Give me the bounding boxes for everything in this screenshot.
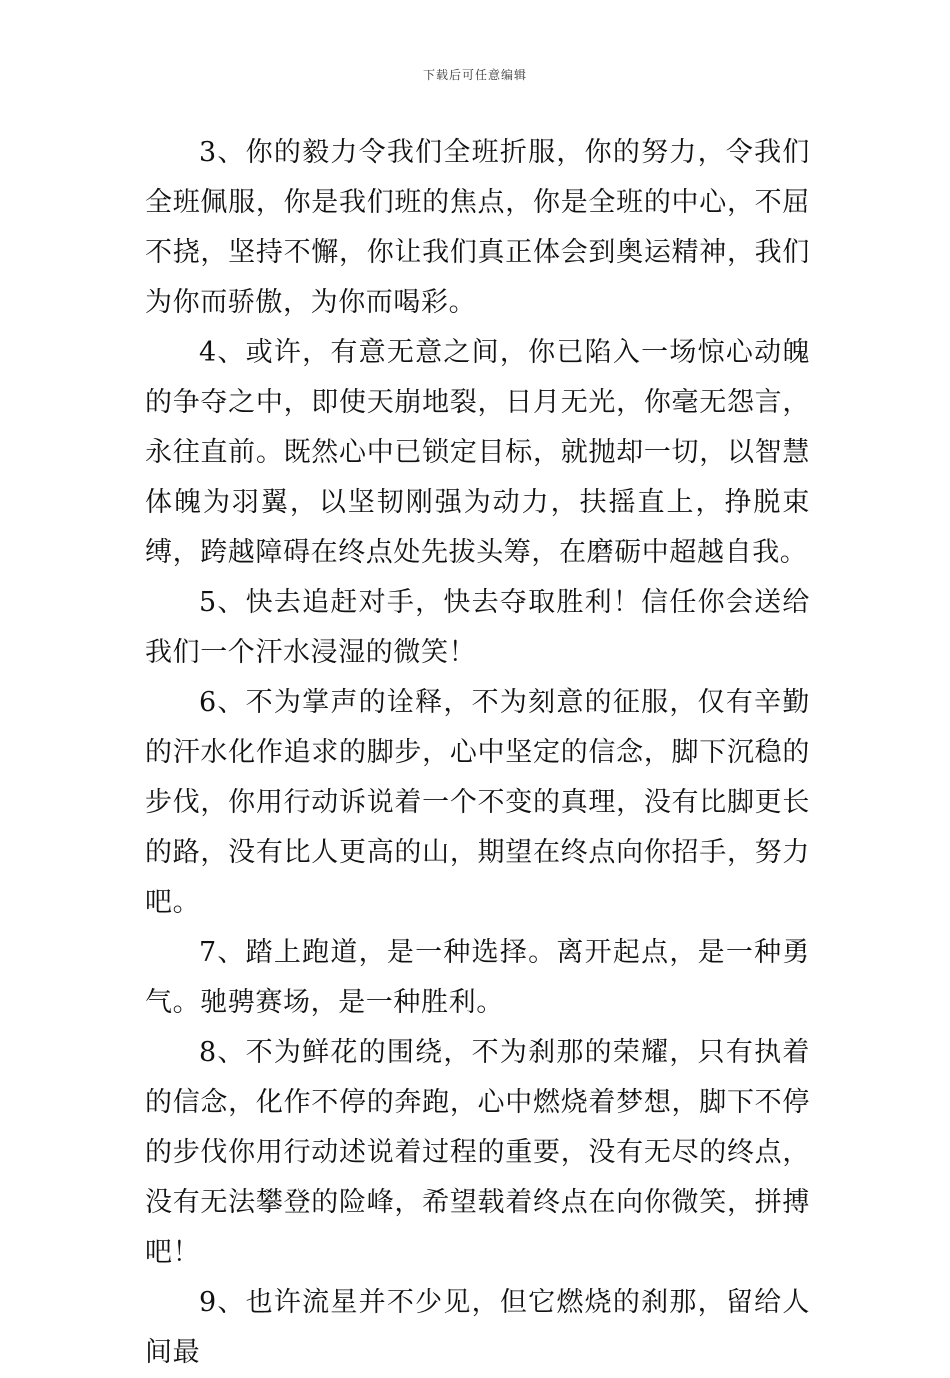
paragraph-6: 6、不为掌声的诠释，不为刻意的征服，仅有辛勤的汗水化作追求的脚步，心中坚定的信念，脚下沉稳的步伐，你用行动诉说着一个不变的真理，没有比脚更长的路，没有比人更高的山，期望在终点向你招手，努力吧。 — [145, 687, 810, 918]
document-body — [145, 128, 810, 1378]
paragraph-9: 9、也许流星并不少见，但它燃烧的刹那，留给人间最 — [145, 1287, 810, 1368]
paragraph-5: 5、快去追赶对手，快去夺取胜利！信任你会送给我们一个汗水浸湿的微笑！ — [145, 587, 810, 668]
paragraph-3: 3、你的毅力令我们全班折服，你的努力，令我们全班佩服，你是我们班的焦点，你是全班的中心，不屈不挠，坚持不懈，你让我们真正体会到奥运精神，我们为你而骄傲，为你而喝彩。 — [145, 137, 810, 318]
page-header: 下载后可任意编辑 — [422, 68, 527, 82]
paragraph-8: 8、不为鲜花的围绕，不为刹那的荣耀，只有执着的信念，化作不停的奔跑，心中燃烧着梦想，脚下不停的步伐你用行动述说着过程的重要，没有无尽的终点，没有无法攀登的险峰，希望载着终点在向你微笑，拼搏吧！ — [145, 1037, 810, 1268]
paragraph-7: 7、踏上跑道，是一种选择。离开起点，是一种勇气。驰骋赛场，是一种胜利。 — [145, 937, 810, 1018]
paragraph-4: 4、或许，有意无意之间，你已陷入一场惊心动魄的争夺之中，即使天崩地裂，日月无光，你毫无怨言，永往直前。既然心中已锁定目标，就抛却一切，以智慧体魄为羽翼，以坚韧刚强为动力，扶摇直上，挣脱束缚，跨越障碍在终点处先拔头筹，在磨砺中超越自我。 — [145, 337, 810, 568]
